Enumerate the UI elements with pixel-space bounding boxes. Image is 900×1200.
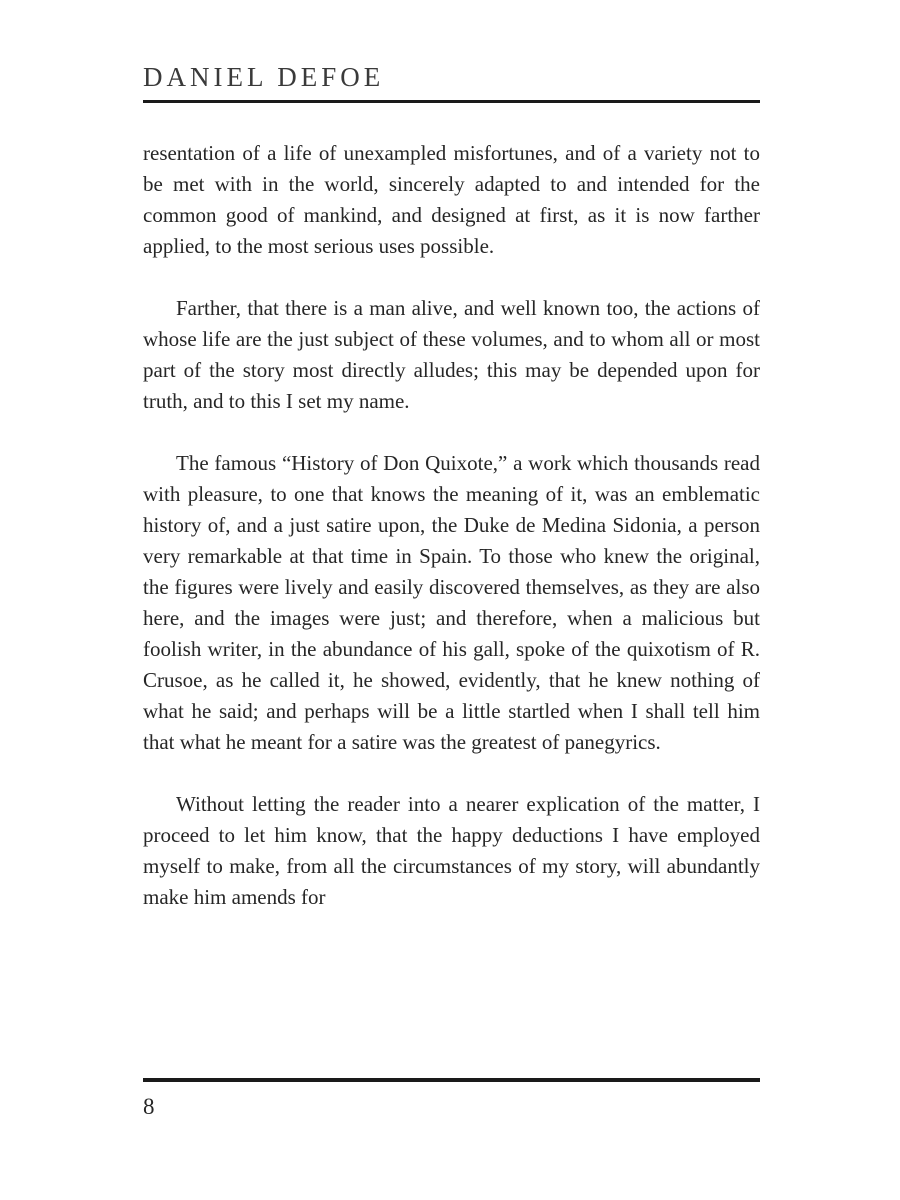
running-header [143,62,760,103]
paragraph: Without letting the reader into a nearer explication of the matter, I proceed to let him know, that the happy deductions I have employed myself to make, from all the circumstances of my story, will abundantly make him amends for [143,792,760,909]
paragraph: Farther, that there is a man alive, and well known too, the actions of whose life are the just subject of these volumes, and to whom all or most part of the story most directly alludes; this may be depended upon for truth, and to this I set my name. [143,296,760,413]
header-author-name: DANIEL DEFOE [143,62,385,92]
page-footer [143,1078,760,1120]
paragraph: The famous “History of Don Quixote,” a work which thousands read with pleasure, to one that knows the meaning of it, was an emblematic history of, and a just satire upon, the Duke de Medina Sidonia, a person very remarkable at that time in Spain. To those who knew the original, the figures were lively and easily discovered themselves, as they are also here, and the images were just; and therefore, when a malicious but foolish writer, in the abundance of his gall, spoke of the quixotism of R. Crusoe, as he called it, he showed, evidently, that he knew nothing of what he said; and perhaps will be a little startled when I shall tell him that what he meant for a satire was the greatest of panegyrics. [143,451,760,754]
footer-rule [143,1078,760,1082]
header-rule [143,100,760,103]
page-body [143,138,760,944]
paragraph-continuation: resentation of a life of unexampled misfortunes, and of a variety not to be met with in the world, sincerely adapted to and intended for the common good of mankind, and designed at first, as it is now farther applied, to the most serious uses possible. [143,141,760,258]
page-number: 8 [143,1094,155,1119]
